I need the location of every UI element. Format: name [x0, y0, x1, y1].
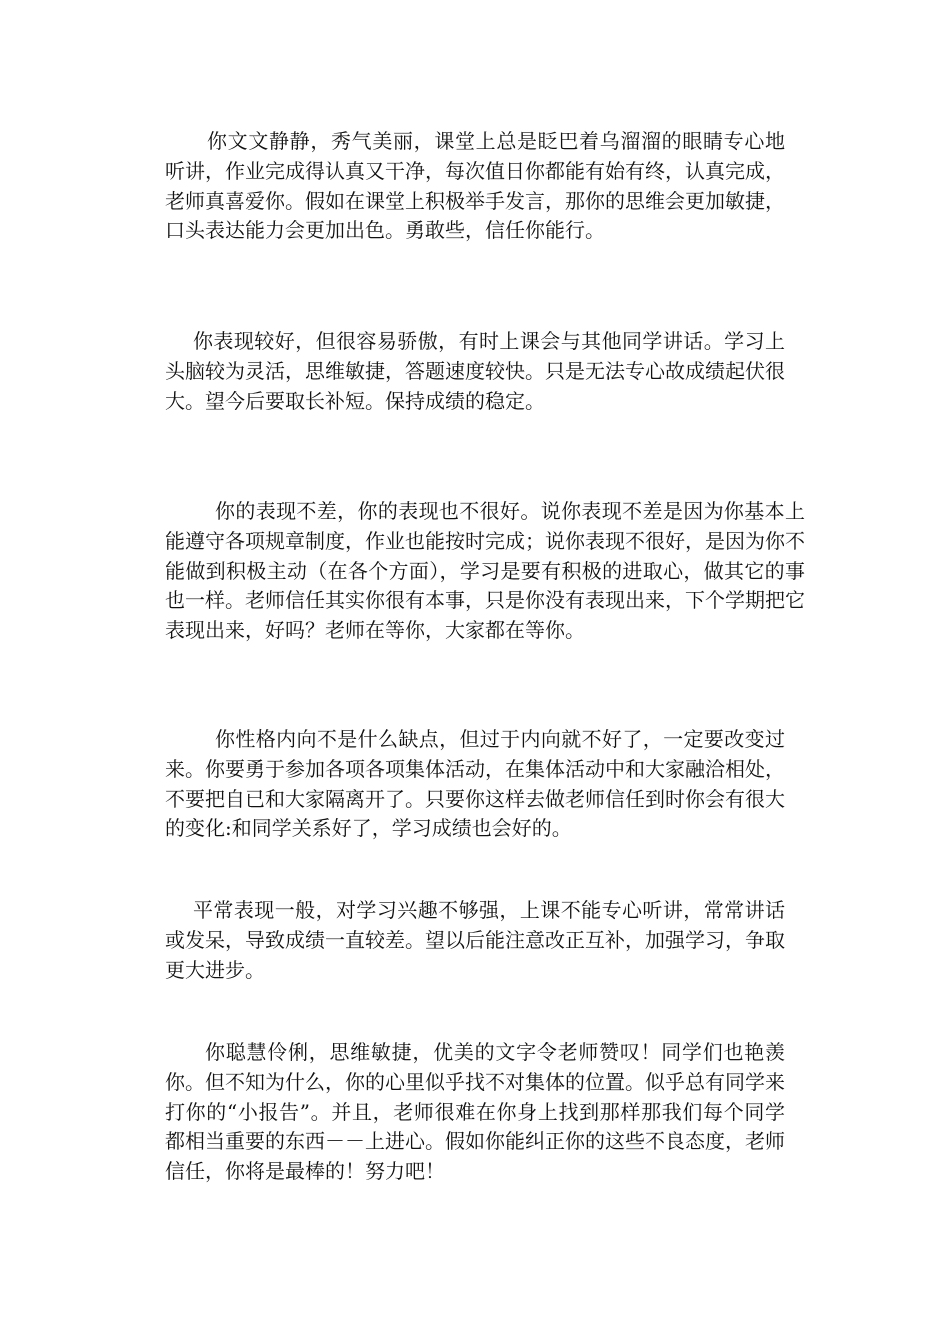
comment-paragraph-2: 你表现较好，但很容易骄傲，有时上课会与其他同学讲话。学习上头脑较为灵活，思维敏捷，答题速度较快。只是无法专心故成绩起伏很大。望今后要取长补短。保持成绩的稳定。	[165, 329, 785, 413]
comment-paragraph-6: 你聪慧伶俐，思维敏捷，优美的文字令老师赞叹！同学们也艳羡你。但不知为什么，你的心里似乎找不对集体的位置。似乎总有同学来打你的“小报告”。并且，老师很难在你身上找到那样那我们每个同学都相当重要的东西－－上进心。假如你能纠正你的这些不良态度，老师信任，你将是最棒的！努力吧！	[165, 1040, 785, 1184]
comment-paragraph-5: 平常表现一般，对学习兴趣不够强，上课不能专心听讲，常常讲话或发呆，导致成绩一直较差。望以后能注意改正互补，加强学习，争取更大进步。	[165, 898, 785, 982]
comment-paragraph-4: 你性格内向不是什么缺点，但过于内向就不好了，一定要改变过来。你要勇于参加各项各项集体活动，在集体活动中和大家融洽相处，不要把自已和大家隔离开了。只要你这样去做老师信任到时你会有很大的变化:和同学关系好了，学习成绩也会好的。	[165, 727, 785, 841]
comment-paragraph-3: 你的表现不差，你的表现也不很好。说你表现不差是因为你基本上能遵守各项规章制度，作业也能按时完成；说你表现不很好，是因为你不能做到积极主动（在各个方面），学习是要有积极的进取心，做其它的事也一样。老师信任其实你很有本事，只是你没有表现出来，下个学期把它表现出来，好吗？老师在等你，大家都在等你。	[165, 499, 805, 643]
comment-paragraph-1: 你文文静静，秀气美丽，课堂上总是眨巴着乌溜溜的眼睛专心地听讲，作业完成得认真又干净，每次值日你都能有始有终，认真完成，老师真喜爱你。假如在课堂上积极举手发言，那你的思维会更加敏捷，口头表达能力会更加出色。勇敢些，信任你能行。	[165, 129, 785, 243]
